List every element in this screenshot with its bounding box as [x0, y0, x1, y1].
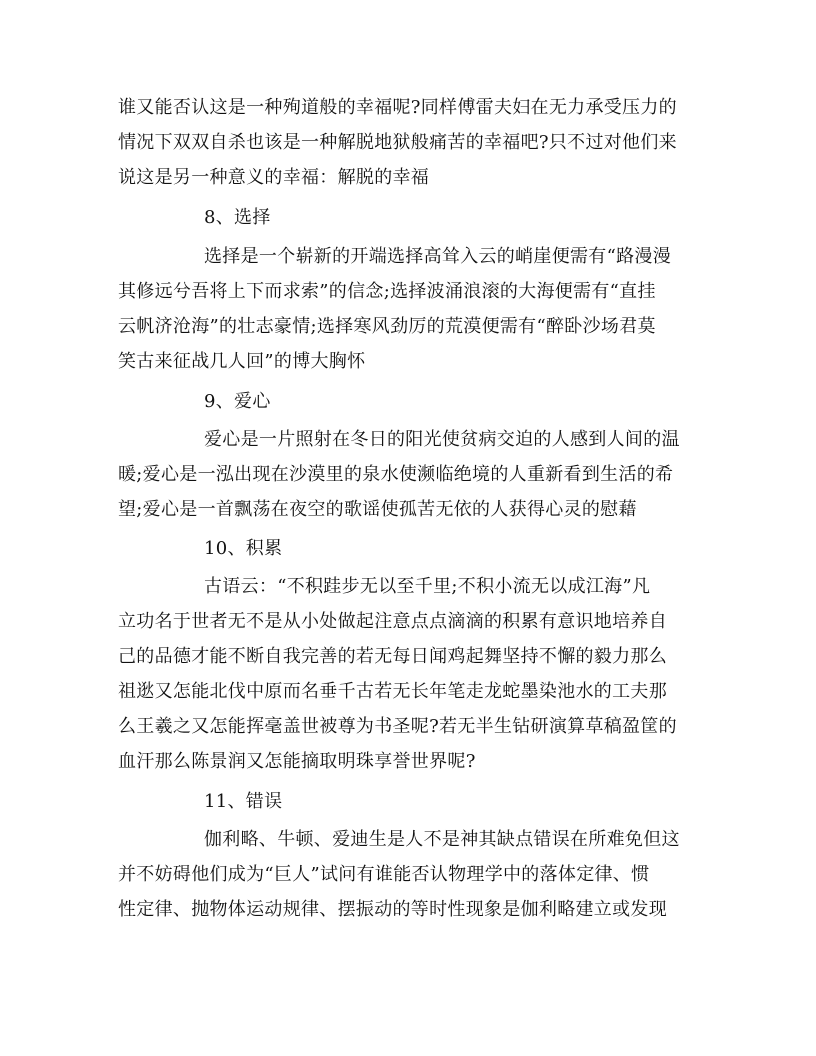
section-heading-choice: 8、选择	[204, 207, 271, 228]
paragraph-line: 笑古来征战几人回”的博大胸怀	[118, 351, 366, 372]
paragraph-line: 立功名于世者无不是从小处做起注意点点滴滴的积累有意识地培养自	[118, 611, 667, 632]
paragraph-line: 祖逖又怎能北伐中原而名垂千古若无长年笔走龙蛇墨染池水的工夫那	[118, 681, 667, 702]
paragraph-line: 暖;爱心是一泓出现在沙漠里的泉水使濒临绝境的人重新看到生活的希	[118, 464, 674, 485]
paragraph-line: 情况下双双自杀也该是一种解脱地狱般痛苦的幸福吧?只不过对他们来	[118, 132, 677, 153]
paragraph-line: 望;爱心是一首飘荡在夜空的歌谣使孤苦无依的人获得心灵的慰藉	[118, 499, 637, 520]
paragraph-line: 爱心是一片照射在冬日的阳光使贫病交迫的人感到人间的温	[204, 429, 680, 450]
paragraph-line: 并不妨碍他们成为“巨人”试问有谁能否认物理学中的落体定律、惯	[118, 864, 650, 885]
paragraph-line: 云帆济沧海”的壮志豪情;选择寒风劲厉的荒漠便需有“醉卧沙场君莫	[118, 316, 656, 337]
paragraph-line: 性定律、抛物体运动规律、摆振动的等时性现象是伽利略建立或发现	[118, 899, 667, 920]
paragraph-line: 谁又能否认这是一种殉道般的幸福呢?同样傅雷夫妇在无力承受压力的	[118, 97, 677, 118]
paragraph-line: 伽利略、牛顿、爱迪生是人不是神其缺点错误在所难免但这	[204, 829, 680, 850]
section-heading-accumulation: 10、积累	[204, 538, 283, 559]
paragraph-line: 说这是另一种意义的幸福：解脱的幸福	[118, 167, 430, 188]
section-heading-mistakes: 11、错误	[204, 791, 283, 812]
paragraph-line: 己的品德才能不断自我完善的若无每日闻鸡起舞坚持不懈的毅力那么	[118, 646, 667, 667]
paragraph-line: 选择是一个崭新的开端选择高耸入云的峭崖便需有“路漫漫	[204, 246, 671, 267]
paragraph-line: 其修远兮吾将上下而求索”的信念;选择波涌浪滚的大海便需有“直挂	[118, 281, 656, 302]
section-heading-love: 9、爱心	[204, 391, 271, 412]
paragraph-line: 古语云：“不积跬步无以至千里;不积小流无以成江海”凡	[204, 576, 651, 597]
paragraph-line: 血汗那么陈景润又怎能摘取明珠享誉世界呢?	[118, 751, 476, 772]
paragraph-line: 么王羲之又怎能挥毫盖世被尊为书圣呢?若无半生钻研演算草稿盈筐的	[118, 716, 677, 737]
